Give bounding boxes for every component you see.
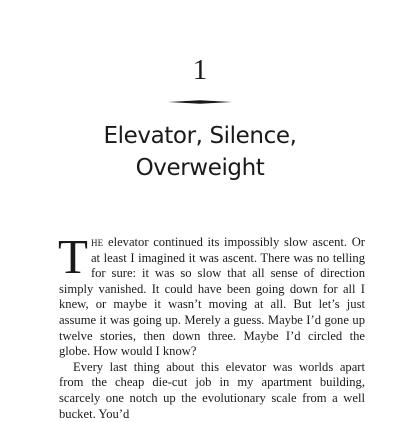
paragraph-1 bbox=[58, 229, 365, 360]
drop-cap: T bbox=[58, 229, 88, 284]
paragraph-2: Every last thing about this elevator was worlds apart from the cheap die-cut job in my apartment building, scarcely one notch up the evolutionary scale from a well bucket. You’d bbox=[59, 359, 365, 421]
chapter-ornament-rule bbox=[168, 99, 232, 105]
chapter-body bbox=[58, 229, 365, 422]
chapter-title-line-2: Overweight bbox=[135, 155, 265, 181]
lead-in-small-caps: he bbox=[90, 235, 104, 249]
ornament-rule-icon bbox=[168, 99, 232, 105]
chapter-number: 1 bbox=[192, 54, 208, 86]
chapter-title-line-1: Elevator, Silence, bbox=[103, 123, 297, 149]
chapter-title bbox=[0, 120, 400, 184]
paragraph-1-text: elevator continued its impossibly slow ascent. Or at least I imagined it was ascent. There was no telling for sure: it was so slow that all sense of direction simply vanished. It could have been going down for all I knew, or maybe it wasn’t moving at all. But let’s just assume it was going up. Merely a guess. Maybe I’d gone up twelve stories, then down three. Maybe I’d circled the globe. How would I know? bbox=[59, 235, 365, 359]
